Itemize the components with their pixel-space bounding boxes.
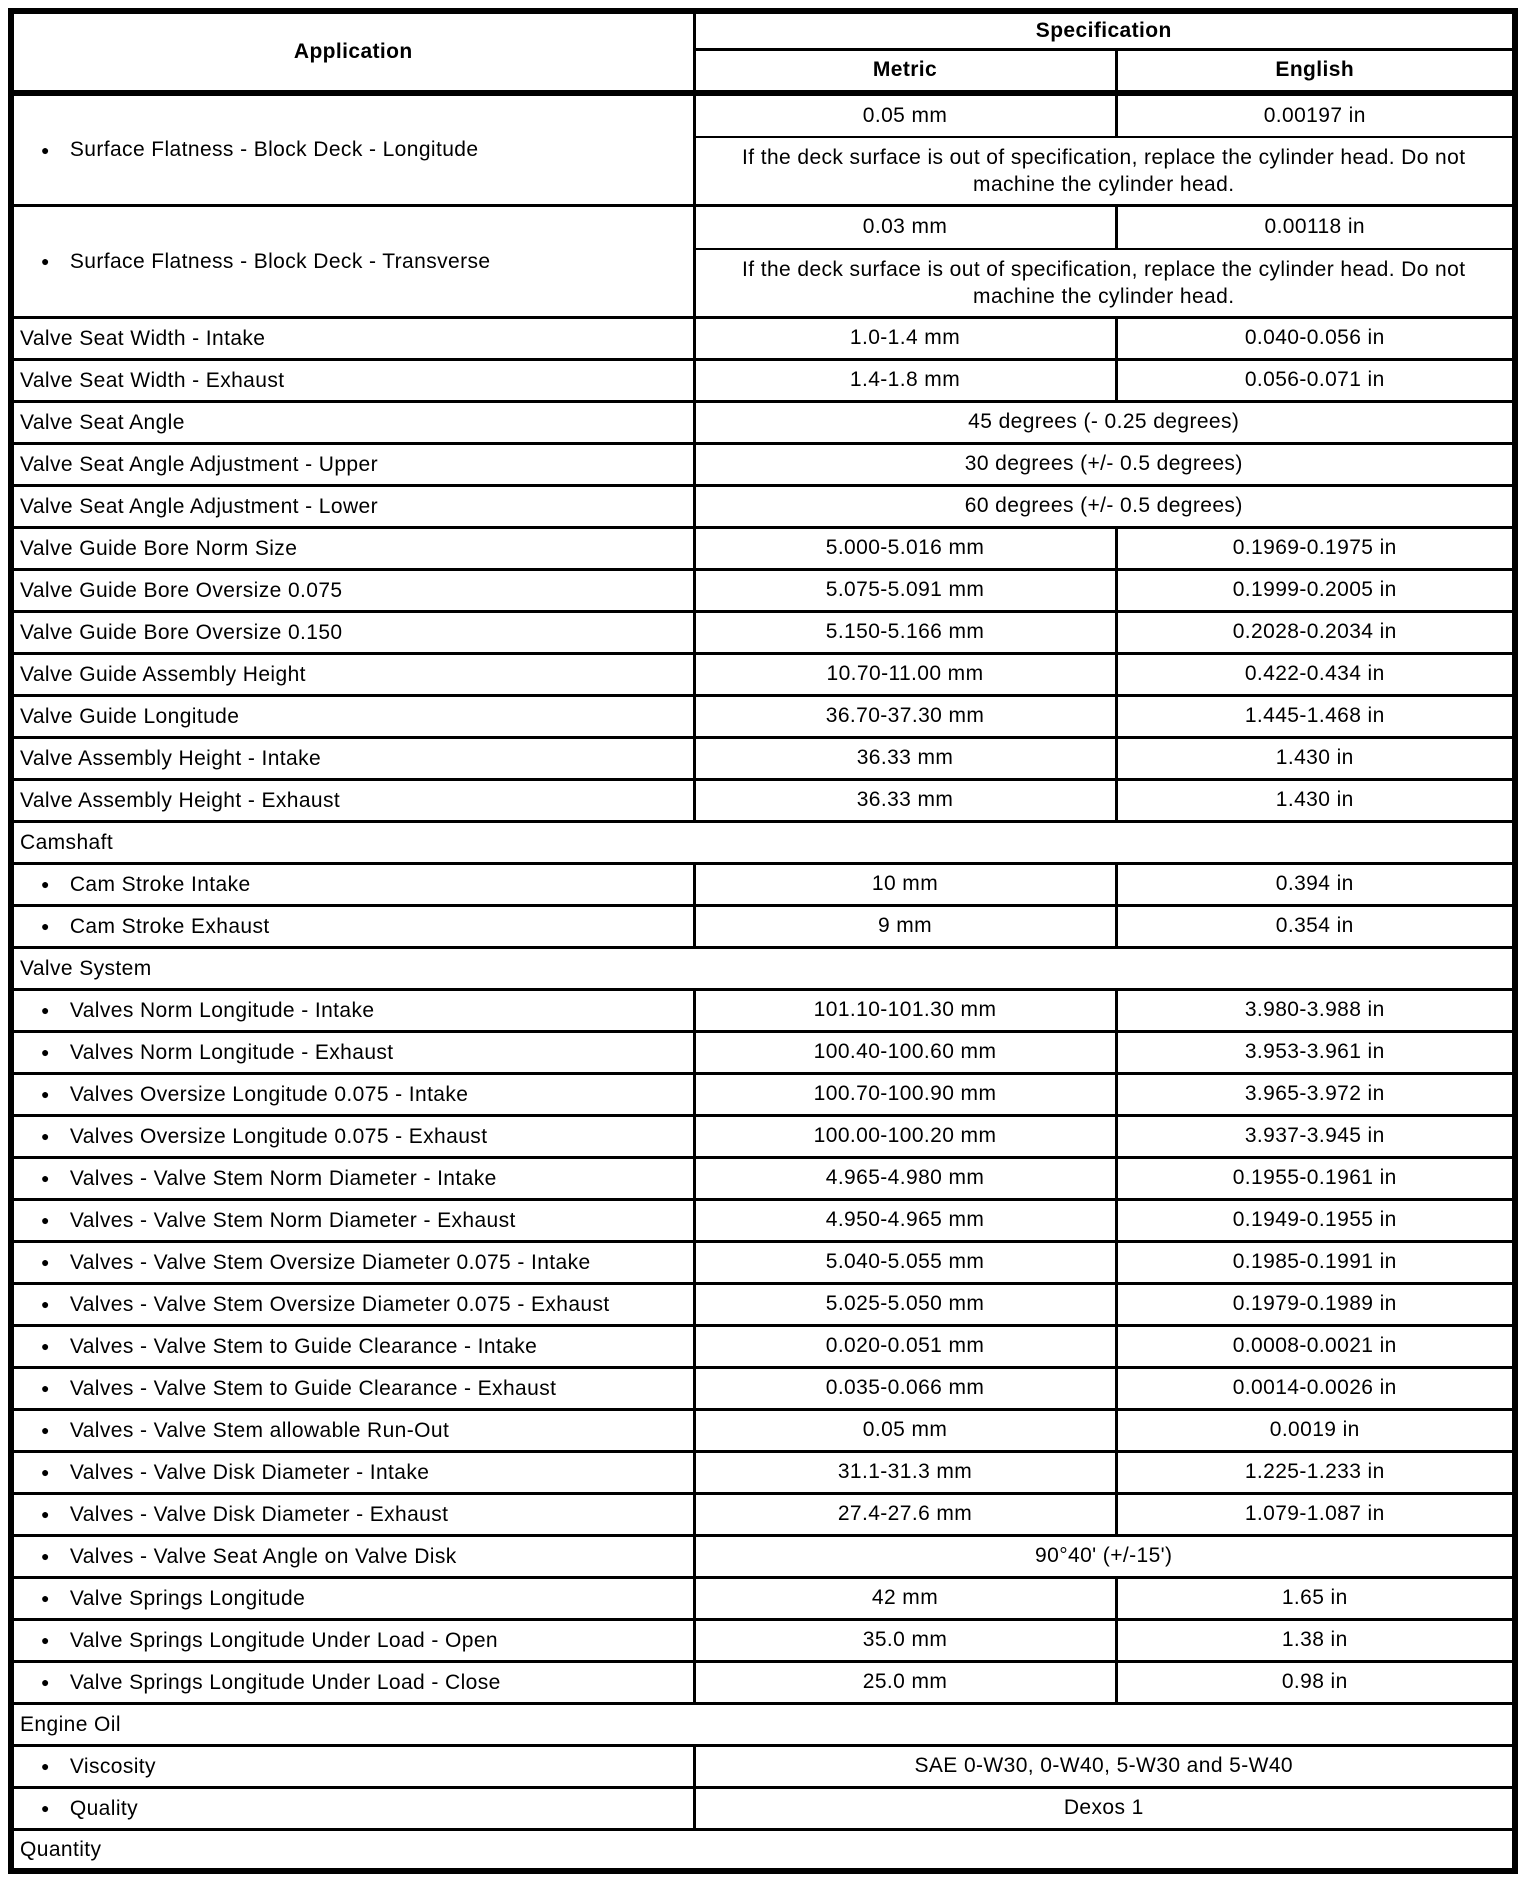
- metric-value-cell: 101.10-101.30 mm: [694, 989, 1116, 1031]
- bullet-icon: ●: [41, 1170, 50, 1186]
- table-row: [11, 527, 1515, 569]
- specification-header: Specification: [694, 11, 1515, 49]
- application-label: Valves Norm Longitude - Intake: [69, 998, 375, 1022]
- table-row: [11, 989, 1515, 1031]
- english-value-cell: 0.1999-0.2005 in: [1116, 569, 1515, 611]
- bullet-icon: ●: [41, 141, 50, 158]
- table-row: [11, 205, 1515, 249]
- metric-value-cell: 35.0 mm: [694, 1619, 1116, 1661]
- application-label-wrap: [14, 1710, 1512, 1739]
- application-label-wrap: [14, 1500, 693, 1529]
- english-value-cell: 0.2028-0.2034 in: [1116, 611, 1515, 653]
- metric-value-cell: 5.040-5.055 mm: [694, 1241, 1116, 1283]
- application-label-wrap: [14, 744, 693, 773]
- application-label: Quality: [69, 1796, 139, 1820]
- english-value-cell: 1.225-1.233 in: [1116, 1451, 1515, 1493]
- metric-value-cell: 36.33 mm: [694, 737, 1116, 779]
- table-row: [11, 1241, 1515, 1283]
- english-value-cell: 0.98 in: [1116, 1661, 1515, 1703]
- table-row: [11, 401, 1515, 443]
- application-label-wrap: [14, 702, 693, 731]
- table-row: [11, 485, 1515, 527]
- application-label: Valves - Valve Stem Oversize Diameter 0.075 - Exhaust: [69, 1292, 610, 1316]
- section-cell: [11, 821, 1515, 863]
- application-label: Valves - Valve Stem Norm Diameter - Exhaust: [69, 1208, 516, 1232]
- english-value-cell: 3.937-3.945 in: [1116, 1115, 1515, 1157]
- table-row: [11, 93, 1515, 137]
- application-label-wrap: [14, 135, 693, 164]
- application-label-wrap: [14, 492, 693, 521]
- english-value-cell: 0.354 in: [1116, 905, 1515, 947]
- english-value-cell: 1.445-1.468 in: [1116, 695, 1515, 737]
- bullet-icon: ●: [41, 1464, 50, 1480]
- application-label: Valves - Valve Seat Angle on Valve Disk: [69, 1544, 457, 1568]
- metric-header: Metric: [694, 49, 1116, 93]
- metric-value-cell: 0.035-0.066 mm: [694, 1367, 1116, 1409]
- table-row: [11, 1493, 1515, 1535]
- application-cell: [11, 1367, 694, 1409]
- metric-value-cell: 4.950-4.965 mm: [694, 1199, 1116, 1241]
- metric-value-cell: 10.70-11.00 mm: [694, 653, 1116, 695]
- application-cell: [11, 1661, 694, 1703]
- metric-value-cell: 36.70-37.30 mm: [694, 695, 1116, 737]
- application-label: Valve Seat Angle Adjustment - Lower: [20, 494, 378, 518]
- metric-value-cell: 5.075-5.091 mm: [694, 569, 1116, 611]
- section-row: [11, 947, 1515, 989]
- note-text: If the deck surface is out of specification, replace the cylinder head. Do not machine the cylinder head.: [742, 145, 1466, 196]
- application-cell: [11, 1619, 694, 1661]
- metric-value-cell: 100.40-100.60 mm: [694, 1031, 1116, 1073]
- application-cell: [11, 1451, 694, 1493]
- application-label: Valves - Valve Disk Diameter - Exhaust: [69, 1502, 449, 1526]
- application-label: Valves - Valve Stem Norm Diameter - Intake: [69, 1166, 497, 1190]
- table-row: [11, 1157, 1515, 1199]
- english-value-cell: 0.00197 in: [1116, 93, 1515, 137]
- application-label: Valve Guide Longitude: [20, 704, 240, 728]
- english-value-cell: 1.430 in: [1116, 737, 1515, 779]
- bullet-icon: ●: [41, 1380, 50, 1396]
- table-row: [11, 737, 1515, 779]
- application-label: Surface Flatness - Block Deck - Longitude: [69, 138, 479, 162]
- section-cell: [11, 1829, 1515, 1871]
- english-header: English: [1116, 49, 1515, 93]
- merged-value-cell: 45 degrees (- 0.25 degrees): [694, 401, 1515, 443]
- table-row: [11, 1325, 1515, 1367]
- table-row: [11, 863, 1515, 905]
- application-label: Valve Springs Longitude Under Load - Open: [69, 1628, 498, 1652]
- application-label-wrap: [14, 1835, 1512, 1864]
- section-cell: [11, 947, 1515, 989]
- application-cell: [11, 485, 694, 527]
- bullet-icon: ●: [41, 1800, 50, 1816]
- application-label: Viscosity: [69, 1754, 156, 1778]
- application-label-wrap: [14, 1038, 693, 1067]
- application-label-wrap: [14, 828, 1512, 857]
- header-row-top: [11, 11, 1515, 49]
- application-label: Valve Guide Bore Norm Size: [20, 536, 298, 560]
- application-label-wrap: [14, 1164, 693, 1193]
- bullet-icon: ●: [41, 1632, 50, 1648]
- application-cell: [11, 1325, 694, 1367]
- application-cell: [11, 1577, 694, 1619]
- section-row: [11, 821, 1515, 863]
- bullet-icon: ●: [41, 1002, 50, 1018]
- application-cell: [11, 905, 694, 947]
- bullet-icon: ●: [41, 1212, 50, 1228]
- english-value-cell: 1.430 in: [1116, 779, 1515, 821]
- table-row: [11, 653, 1515, 695]
- english-value-cell: 0.00118 in: [1116, 205, 1515, 249]
- metric-value-cell: 25.0 mm: [694, 1661, 1116, 1703]
- application-label-wrap: [14, 1416, 693, 1445]
- table-row: [11, 359, 1515, 401]
- application-cell: [11, 569, 694, 611]
- application-cell: [11, 1199, 694, 1241]
- application-label: Cam Stroke Intake: [69, 872, 251, 896]
- application-cell: [11, 93, 694, 205]
- bullet-icon: ●: [41, 876, 50, 892]
- application-label: Valves - Valve Stem to Guide Clearance - Intake: [69, 1334, 538, 1358]
- bullet-icon: ●: [41, 918, 50, 934]
- application-label: Valves - Valve Stem to Guide Clearance - Exhaust: [69, 1376, 557, 1400]
- application-label: Cam Stroke Exhaust: [69, 914, 270, 938]
- metric-value-cell: 27.4-27.6 mm: [694, 1493, 1116, 1535]
- application-label-wrap: [14, 1122, 693, 1151]
- specification-table: [8, 8, 1518, 1874]
- bullet-icon: ●: [41, 1086, 50, 1102]
- application-header: Application: [11, 11, 694, 93]
- metric-value-cell: 31.1-31.3 mm: [694, 1451, 1116, 1493]
- application-cell: [11, 1787, 694, 1829]
- application-label-wrap: [14, 247, 693, 276]
- section-label: Engine Oil: [20, 1712, 121, 1736]
- application-label: Valve Guide Bore Oversize 0.150: [20, 620, 343, 644]
- application-label: Valve Seat Width - Exhaust: [20, 368, 285, 392]
- table-row: [11, 1367, 1515, 1409]
- table-row: [11, 1535, 1515, 1577]
- section-row: [11, 1703, 1515, 1745]
- section-label: Camshaft: [20, 830, 114, 854]
- bullet-icon: ●: [41, 1758, 50, 1774]
- bullet-icon: ●: [41, 1128, 50, 1144]
- metric-value-cell: 5.150-5.166 mm: [694, 611, 1116, 653]
- bullet-icon: ●: [41, 1296, 50, 1312]
- note-cell: [694, 137, 1515, 205]
- table-row: [11, 1787, 1515, 1829]
- application-cell: [11, 1115, 694, 1157]
- metric-value-cell: 100.70-100.90 mm: [694, 1073, 1116, 1115]
- english-value-cell: 0.1969-0.1975 in: [1116, 527, 1515, 569]
- application-label-wrap: [14, 1458, 693, 1487]
- metric-value-cell: 5.000-5.016 mm: [694, 527, 1116, 569]
- metric-value-cell: 0.05 mm: [694, 1409, 1116, 1451]
- application-cell: [11, 317, 694, 359]
- application-cell: [11, 205, 694, 317]
- table-row: [11, 1283, 1515, 1325]
- metric-value-cell: 36.33 mm: [694, 779, 1116, 821]
- application-cell: [11, 1283, 694, 1325]
- table-row: [11, 779, 1515, 821]
- application-label-wrap: [14, 954, 1512, 983]
- table-row: [11, 1115, 1515, 1157]
- application-label: Valve Guide Bore Oversize 0.075: [20, 578, 343, 602]
- application-label-wrap: [14, 870, 693, 899]
- table-row: [11, 1073, 1515, 1115]
- table-row: [11, 443, 1515, 485]
- table-row: [11, 1577, 1515, 1619]
- english-value-cell: 0.394 in: [1116, 863, 1515, 905]
- table-row: [11, 1745, 1515, 1787]
- application-label-wrap: [14, 1080, 693, 1109]
- bullet-icon: ●: [41, 1590, 50, 1606]
- application-cell: [11, 653, 694, 695]
- bullet-icon: ●: [41, 1044, 50, 1060]
- application-label-wrap: [14, 1584, 693, 1613]
- section-label: Quantity: [20, 1837, 102, 1861]
- metric-value-cell: 4.965-4.980 mm: [694, 1157, 1116, 1199]
- metric-value-cell: 9 mm: [694, 905, 1116, 947]
- table-row: [11, 1031, 1515, 1073]
- application-label: Valve Seat Angle: [20, 410, 185, 434]
- application-cell: [11, 611, 694, 653]
- application-label: Valve Assembly Height - Intake: [20, 746, 322, 770]
- application-cell: [11, 695, 694, 737]
- metric-value-cell: 100.00-100.20 mm: [694, 1115, 1116, 1157]
- application-label-wrap: [14, 1290, 693, 1319]
- english-value-cell: 3.980-3.988 in: [1116, 989, 1515, 1031]
- merged-value-cell: SAE 0-W30, 0-W40, 5-W30 and 5-W40: [694, 1745, 1515, 1787]
- application-label-wrap: [14, 618, 693, 647]
- application-label-wrap: [14, 1332, 693, 1361]
- application-cell: [11, 1745, 694, 1787]
- application-cell: [11, 1073, 694, 1115]
- application-label: Valve Assembly Height - Exhaust: [20, 788, 341, 812]
- application-label-wrap: [14, 996, 693, 1025]
- bullet-icon: ●: [41, 1422, 50, 1438]
- application-label: Valves Norm Longitude - Exhaust: [69, 1040, 394, 1064]
- metric-value-cell: 1.0-1.4 mm: [694, 317, 1116, 359]
- application-label: Valve Springs Longitude: [69, 1586, 306, 1610]
- metric-value-cell: 1.4-1.8 mm: [694, 359, 1116, 401]
- application-label-wrap: [14, 324, 693, 353]
- bullet-icon: ●: [41, 253, 50, 269]
- application-cell: [11, 401, 694, 443]
- application-cell: [11, 1409, 694, 1451]
- english-value-cell: 0.1955-0.1961 in: [1116, 1157, 1515, 1199]
- table-row: [11, 905, 1515, 947]
- section-label: Valve System: [20, 956, 152, 980]
- metric-value-cell: 0.05 mm: [694, 93, 1116, 137]
- application-cell: [11, 863, 694, 905]
- application-cell: [11, 737, 694, 779]
- note-text: If the deck surface is out of specification, replace the cylinder head. Do not machine the cylinder head.: [742, 257, 1466, 308]
- english-value-cell: 3.953-3.961 in: [1116, 1031, 1515, 1073]
- application-cell: [11, 1031, 694, 1073]
- bullet-icon: ●: [41, 1254, 50, 1270]
- application-cell: [11, 359, 694, 401]
- table-row: [11, 1199, 1515, 1241]
- application-label-wrap: [14, 366, 693, 395]
- table-row: [11, 1409, 1515, 1451]
- application-cell: [11, 779, 694, 821]
- application-label-wrap: [14, 660, 693, 689]
- application-label-wrap: [14, 1794, 693, 1823]
- table-row: [11, 1619, 1515, 1661]
- application-label: Valves - Valve Stem allowable Run-Out: [69, 1418, 450, 1442]
- application-cell: [11, 1493, 694, 1535]
- english-value-cell: 3.965-3.972 in: [1116, 1073, 1515, 1115]
- application-label-wrap: [14, 1542, 693, 1571]
- english-value-cell: 0.040-0.056 in: [1116, 317, 1515, 359]
- application-label: Valves - Valve Disk Diameter - Intake: [69, 1460, 430, 1484]
- merged-value-cell: Dexos 1: [694, 1787, 1515, 1829]
- application-label: Valve Seat Angle Adjustment - Upper: [20, 452, 378, 476]
- english-value-cell: 1.079-1.087 in: [1116, 1493, 1515, 1535]
- application-label-wrap: [14, 450, 693, 479]
- section-row: [11, 1829, 1515, 1871]
- table-row: [11, 569, 1515, 611]
- application-label: Surface Flatness - Block Deck - Transverse: [69, 249, 491, 273]
- application-label-wrap: [14, 534, 693, 563]
- english-value-cell: 0.1985-0.1991 in: [1116, 1241, 1515, 1283]
- note-cell: [694, 249, 1515, 317]
- application-label-wrap: [14, 408, 693, 437]
- table-row: [11, 1661, 1515, 1703]
- metric-value-cell: 0.03 mm: [694, 205, 1116, 249]
- metric-value-cell: 10 mm: [694, 863, 1116, 905]
- metric-value-cell: 42 mm: [694, 1577, 1116, 1619]
- application-label-wrap: [14, 1626, 693, 1655]
- merged-value-cell: 30 degrees (+/- 0.5 degrees): [694, 443, 1515, 485]
- application-label: Valves Oversize Longitude 0.075 - Intake: [69, 1082, 469, 1106]
- english-value-cell: 0.422-0.434 in: [1116, 653, 1515, 695]
- bullet-icon: ●: [41, 1506, 50, 1522]
- english-value-cell: 0.1949-0.1955 in: [1116, 1199, 1515, 1241]
- application-label-wrap: [14, 1668, 693, 1697]
- table-row: [11, 1451, 1515, 1493]
- bullet-icon: ●: [41, 1548, 50, 1564]
- table-row: [11, 611, 1515, 653]
- application-cell: [11, 1241, 694, 1283]
- english-value-cell: 1.65 in: [1116, 1577, 1515, 1619]
- application-label-wrap: [14, 1374, 693, 1403]
- application-label-wrap: [14, 1248, 693, 1277]
- application-label-wrap: [14, 1206, 693, 1235]
- application-cell: [11, 1157, 694, 1199]
- metric-value-cell: 0.020-0.051 mm: [694, 1325, 1116, 1367]
- application-label-wrap: [14, 1752, 693, 1781]
- spec-table-body: [11, 11, 1515, 1871]
- merged-value-cell: 90°40' (+/-15'): [694, 1535, 1515, 1577]
- application-label: Valves - Valve Stem Oversize Diameter 0.075 - Intake: [69, 1250, 591, 1274]
- section-cell: [11, 1703, 1515, 1745]
- table-row: [11, 317, 1515, 359]
- application-label-wrap: [14, 576, 693, 605]
- english-value-cell: 0.1979-0.1989 in: [1116, 1283, 1515, 1325]
- metric-value-cell: 5.025-5.050 mm: [694, 1283, 1116, 1325]
- application-label: Valves Oversize Longitude 0.075 - Exhaust: [69, 1124, 488, 1148]
- english-value-cell: 1.38 in: [1116, 1619, 1515, 1661]
- application-cell: [11, 527, 694, 569]
- english-value-cell: 0.056-0.071 in: [1116, 359, 1515, 401]
- english-value-cell: 0.0014-0.0026 in: [1116, 1367, 1515, 1409]
- application-label-wrap: [14, 786, 693, 815]
- application-label-wrap: [14, 912, 693, 941]
- merged-value-cell: 60 degrees (+/- 0.5 degrees): [694, 485, 1515, 527]
- application-label: Valve Springs Longitude Under Load - Close: [69, 1670, 501, 1694]
- english-value-cell: 0.0019 in: [1116, 1409, 1515, 1451]
- bullet-icon: ●: [41, 1338, 50, 1354]
- application-label: Valve Guide Assembly Height: [20, 662, 306, 686]
- application-cell: [11, 989, 694, 1031]
- application-cell: [11, 1535, 694, 1577]
- application-cell: [11, 443, 694, 485]
- english-value-cell: 0.0008-0.0021 in: [1116, 1325, 1515, 1367]
- application-label: Valve Seat Width - Intake: [20, 326, 266, 350]
- bullet-icon: ●: [41, 1674, 50, 1690]
- table-row: [11, 695, 1515, 737]
